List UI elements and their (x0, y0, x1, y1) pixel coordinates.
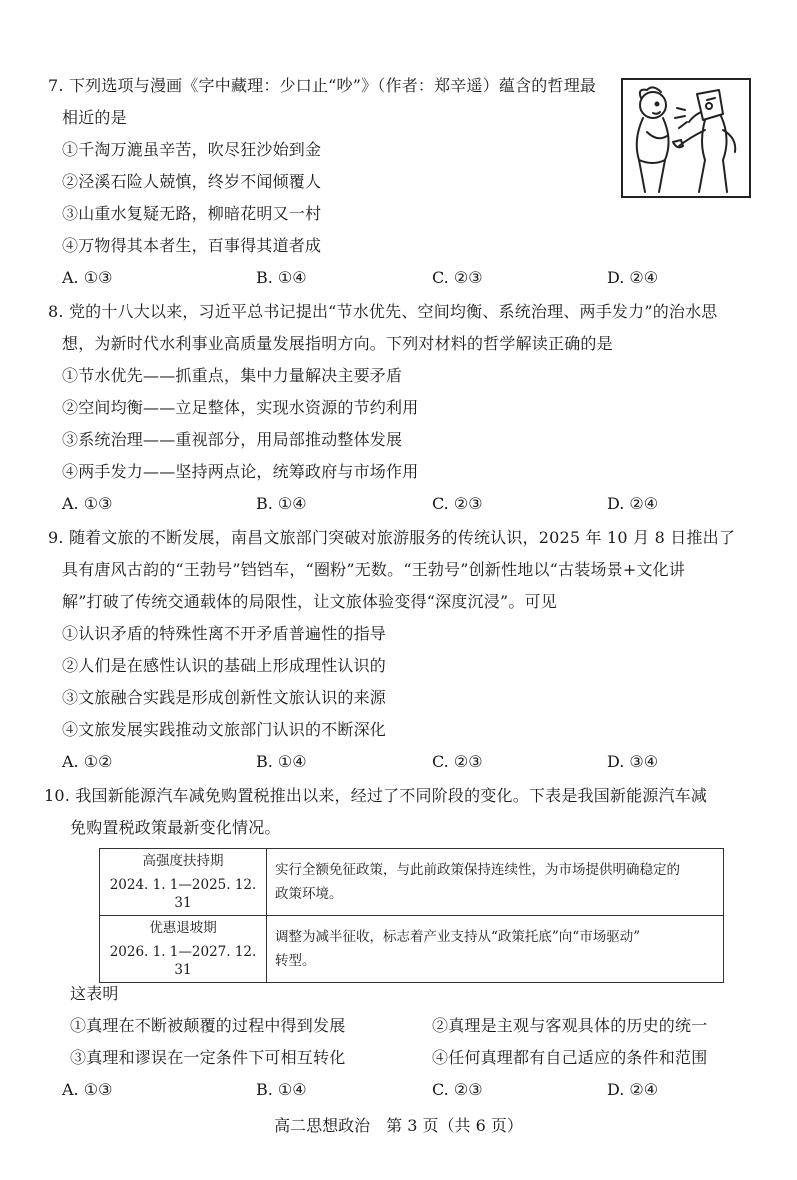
table-cell-description (267, 916, 724, 983)
q9-option-3: ③文旅融合实践是形成创新性文旅认识的来源 (62, 688, 387, 707)
table-cell-description (267, 849, 724, 916)
q7-option-3: ③山重水复疑无路，柳暗花明又一村 (62, 204, 322, 223)
table-cell-period (100, 849, 267, 916)
q8-choice-d: D. ②④ (607, 494, 659, 513)
q7-option-2: ②泾溪石险人兢慎，终岁不闻倾覆人 (62, 172, 322, 191)
q8-option-4: ④两手发力——坚持两点论，统筹政府与市场作用 (62, 462, 419, 481)
q9-option-1: ①认识矛盾的特殊性离不开矛盾普遍性的指导 (62, 624, 387, 643)
q7-choice-c: C. ②③ (432, 268, 483, 287)
q9-choice-d: D. ③④ (607, 752, 659, 771)
q9-stem-line3: 解”打破了传统交通载体的局限性，让文旅体验变得“深度沉浸”。可见 (62, 592, 557, 611)
q9-stem-line1: 9. 随着文旅的不断发展，南昌文旅部门突破对旅游服务的传统认识，2025 年 10 月 8 日推出了 (48, 528, 736, 547)
q7-choice-d: D. ②④ (607, 268, 659, 287)
table-row (100, 849, 724, 916)
q8-stem-line2: 想，为新时代水利事业高质量发展指明方向。下列对材料的哲学解读正确的是 (62, 334, 613, 353)
q10-choice-d: D. ②④ (607, 1080, 659, 1099)
table-cell-period (100, 916, 267, 983)
table-row (100, 916, 724, 983)
q10-lead: 这表明 (70, 984, 119, 1003)
page-footer: 高二思想政治 第 3 页（共 6 页） (274, 1116, 523, 1135)
period-name: 优惠退坡期 (149, 920, 217, 936)
description-line: 转型。 (275, 953, 316, 969)
policy-table (99, 848, 724, 983)
q8-choice-c: C. ②③ (432, 494, 483, 513)
q10-option-2: ②真理是主观与客观具体的历史的统一 (432, 1016, 708, 1035)
q10-choice-a: A. ①③ (62, 1080, 113, 1099)
q7-stem-line1: 7. 下列选项与漫画《字中藏理：少口止“吵”》（作者：郑辛遥）蕴含的哲理最 (48, 76, 597, 95)
q9-option-4: ④文旅发展实践推动文旅部门认识的不断深化 (62, 720, 387, 739)
cartoon-image (621, 78, 751, 198)
cartoon-drawing (623, 80, 749, 196)
q8-stem-line1: 8. 党的十八大以来，习近平总书记提出“节水优先、空间均衡、系统治理、两手发力”的治水思 (48, 302, 718, 321)
q8-choice-b: B. ①④ (256, 494, 307, 513)
q10-stem-line2: 免购置税政策最新变化情况。 (70, 818, 281, 837)
q8-choice-a: A. ①③ (62, 494, 113, 513)
q7-choice-b: B. ①④ (256, 268, 307, 287)
period-dates: 2024. 1. 1—2025. 12. 31 (109, 877, 257, 911)
q9-option-2: ②人们是在感性认识的基础上形成理性认识的 (62, 656, 387, 675)
q9-choice-c: C. ②③ (432, 752, 483, 771)
q8-option-2: ②空间均衡——立足整体，实现水资源的节约利用 (62, 398, 419, 417)
q10-stem-line1: 10. 我国新能源汽车减免购置税推出以来，经过了不同阶段的变化。下表是我国新能源汽车减 (44, 786, 708, 805)
description-line: 实行全额免征政策，与此前政策保持连续性，为市场提供明确稳定的 (275, 862, 680, 878)
q8-option-1: ①节水优先——抓重点，集中力量解决主要矛盾 (62, 366, 403, 385)
period-dates: 2026. 1. 1—2027. 12. 31 (109, 944, 257, 978)
q7-option-4: ④万物得其本者生，百事得其道者成 (62, 236, 322, 255)
q10-option-3: ③真理和谬误在一定条件下可相互转化 (70, 1048, 346, 1067)
q10-choice-b: B. ①④ (256, 1080, 307, 1099)
q10-choice-c: C. ②③ (432, 1080, 483, 1099)
q9-choice-a: A. ①② (62, 752, 113, 771)
q9-stem-line2: 具有唐风古韵的“王勃号”铛铛车，“圈粉”无数。“王勃号”创新性地以“古装场景+文化讲 (62, 560, 686, 579)
q8-option-3: ③系统治理——重视部分，用局部推动整体发展 (62, 430, 403, 449)
q7-choice-a: A. ①③ (62, 268, 113, 287)
q10-option-1: ①真理在不断被颠覆的过程中得到发展 (70, 1016, 346, 1035)
q9-choice-b: B. ①④ (256, 752, 307, 771)
description-line: 政策环境。 (275, 886, 343, 902)
q7-option-1: ①千淘万漉虽辛苦，吹尽狂沙始到金 (62, 140, 322, 159)
description-line: 调整为减半征收，标志着产业支持从“政策托底”向“市场驱动” (275, 929, 641, 945)
q10-option-4: ④任何真理都有自己适应的条件和范围 (432, 1048, 708, 1067)
q7-stem-line2: 相近的是 (62, 108, 127, 127)
period-name: 高强度扶持期 (142, 853, 224, 869)
